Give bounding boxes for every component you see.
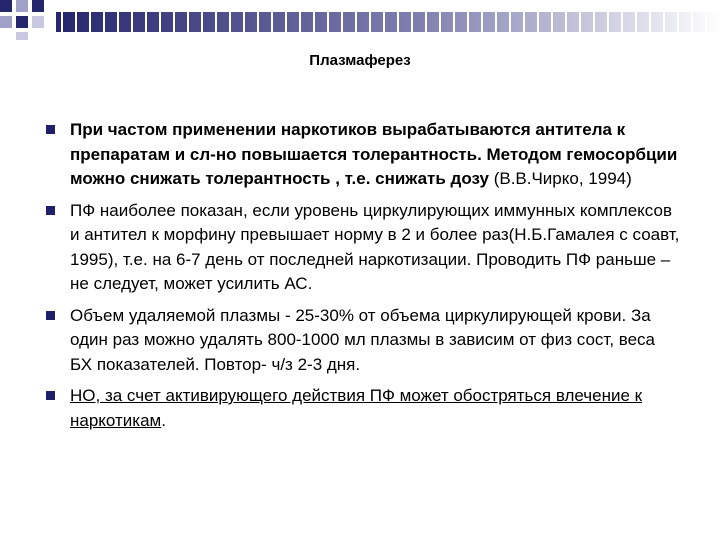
bullet-period: . xyxy=(161,410,166,430)
slide-title: Плазмаферез xyxy=(309,52,411,69)
bullet-citation: (В.В.Чирко, 1994) xyxy=(488,169,632,188)
bullet-list xyxy=(40,118,680,440)
square-bullet-icon xyxy=(46,391,55,400)
bullet-item xyxy=(40,304,680,378)
bullet-text: Объем удаляемой плазмы - 25-30% от объема циркулирующей крови. За один раз можно удалять 800-1000 мл плазмы в зависим от физ сост, веса БХ показателей. Повтор- ч/з 2-3 дня. xyxy=(70,305,656,374)
bullet-item xyxy=(40,384,680,433)
square-bullet-icon xyxy=(46,311,55,320)
square-bullet-icon xyxy=(46,125,55,134)
header-decoration xyxy=(0,0,720,40)
square-bullet-icon xyxy=(46,206,55,215)
bullet-item xyxy=(40,199,680,297)
bullet-item xyxy=(40,118,680,192)
bullet-text: ПФ наиболее показан, если уровень циркулирующих иммунных комплексов и антител к морфину превышает норму в 2 и более раз(Н.Б.Гамалея с соавт, 1995), т.е. на 6-7 день от последней наркотизации. Проводить ПФ раньше – не следует, может усилить АС. xyxy=(70,200,680,293)
bullet-underlined-text: НО, за счет активирующего действия ПФ может обостряться влечение к наркотикам xyxy=(70,386,643,430)
bullet-bold-text: При частом применении наркотиков вырабатываются антитела к препаратам и сл-но повышается толерантность. Методом гемосорбции можно снижать толерантность , т.е. снижать дозу xyxy=(70,120,678,188)
